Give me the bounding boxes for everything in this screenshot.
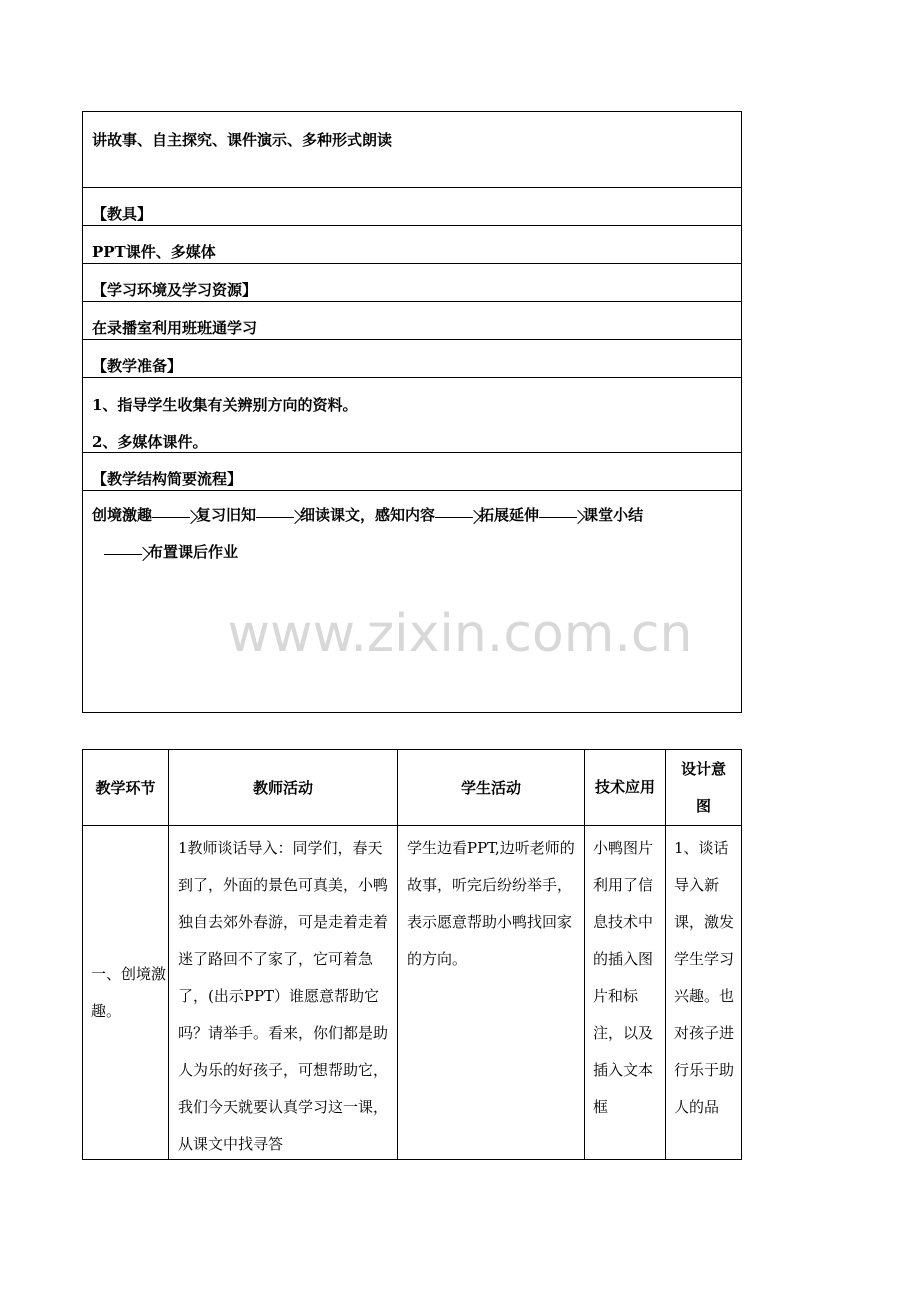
flow-line-2 <box>104 541 238 562</box>
lesson-table <box>82 749 742 1160</box>
stage-text: 一、创境激趣。 <box>91 964 167 1020</box>
prep-row <box>83 378 741 453</box>
header-stage: 教学环节 <box>83 750 169 826</box>
flow-step: 拓展延伸 <box>479 506 540 524</box>
arrow-right-icon <box>435 510 479 522</box>
env-text: 在录播室利用班班通学习 <box>92 319 258 337</box>
flow-step: 布置课后作业 <box>148 543 239 561</box>
flow-heading: 【教学结构简要流程】 <box>92 470 243 488</box>
header-student: 学生活动 <box>398 750 585 826</box>
header-tech-label: 技术应用 <box>595 778 656 796</box>
table-header-row <box>83 750 742 826</box>
intent-text: 1、谈话导入新课，激发学生学习兴趣。也对孩子进行乐于助人的品 <box>674 839 735 1116</box>
flow-step: 细读课文，感知内容 <box>300 506 436 524</box>
flow-step: 复习旧知 <box>196 506 257 524</box>
student-text: 学生边看PPT,边听老师的故事，听完后纷纷举手，表示愿意帮助小鸭找回家的方向。 <box>407 839 575 968</box>
methods-text: 讲故事、自主探究、课件演示、多种形式朗读 <box>92 131 393 149</box>
methods-row <box>83 112 741 188</box>
header-tech <box>585 750 666 826</box>
tools-text: PPT课件、多媒体 <box>92 243 216 261</box>
prep-heading-row <box>83 340 741 378</box>
header-intent <box>666 750 742 826</box>
tech-text: 小鸭图片利用了信息技术中的插入图片和标注，以及插入文本框 <box>593 839 654 1116</box>
table-row <box>83 826 742 1160</box>
intent-cell <box>666 826 742 1160</box>
prep-heading: 【教学准备】 <box>92 357 183 375</box>
prep-item: 1、指导学生收集有关辨别方向的资料。 <box>92 396 358 414</box>
stage-cell <box>83 826 169 1160</box>
tools-heading: 【教具】 <box>92 205 153 223</box>
flow-line-1 <box>92 504 643 525</box>
tools-heading-row <box>83 188 741 226</box>
tools-row <box>83 226 741 264</box>
env-heading: 【学习环境及学习资源】 <box>92 281 258 299</box>
arrow-right-icon <box>104 547 148 559</box>
teacher-cell <box>169 826 398 1160</box>
env-heading-row <box>83 264 741 302</box>
teacher-text: 1教师谈话导入：同学们，春天到了，外面的景色可真美，小鸭独自去郊外春游，可是走着走着迷了路回不了家了，它可着急了，(出示PPT）谁愿意帮助它吗？请举手。看来，你们都是助人为乐的好孩子，可想帮助它，我们今天就要认真学习这一课，从课文中找寻答 <box>178 839 389 1153</box>
arrow-right-icon <box>256 510 300 522</box>
student-cell <box>398 826 585 1160</box>
flow-heading-row <box>83 453 741 491</box>
watermark: www.zixin.com.cn <box>227 604 693 664</box>
flow-step: 创境激趣 <box>92 506 153 524</box>
header-teacher: 教师活动 <box>169 750 398 826</box>
arrow-right-icon <box>152 510 196 522</box>
flow-step: 课堂小结 <box>583 506 644 524</box>
arrow-right-icon <box>539 510 583 522</box>
env-row <box>83 302 741 340</box>
prep-item: 2、多媒体课件。 <box>92 433 208 451</box>
header-intent-label: 设计意图 <box>680 759 726 815</box>
tech-cell <box>585 826 666 1160</box>
